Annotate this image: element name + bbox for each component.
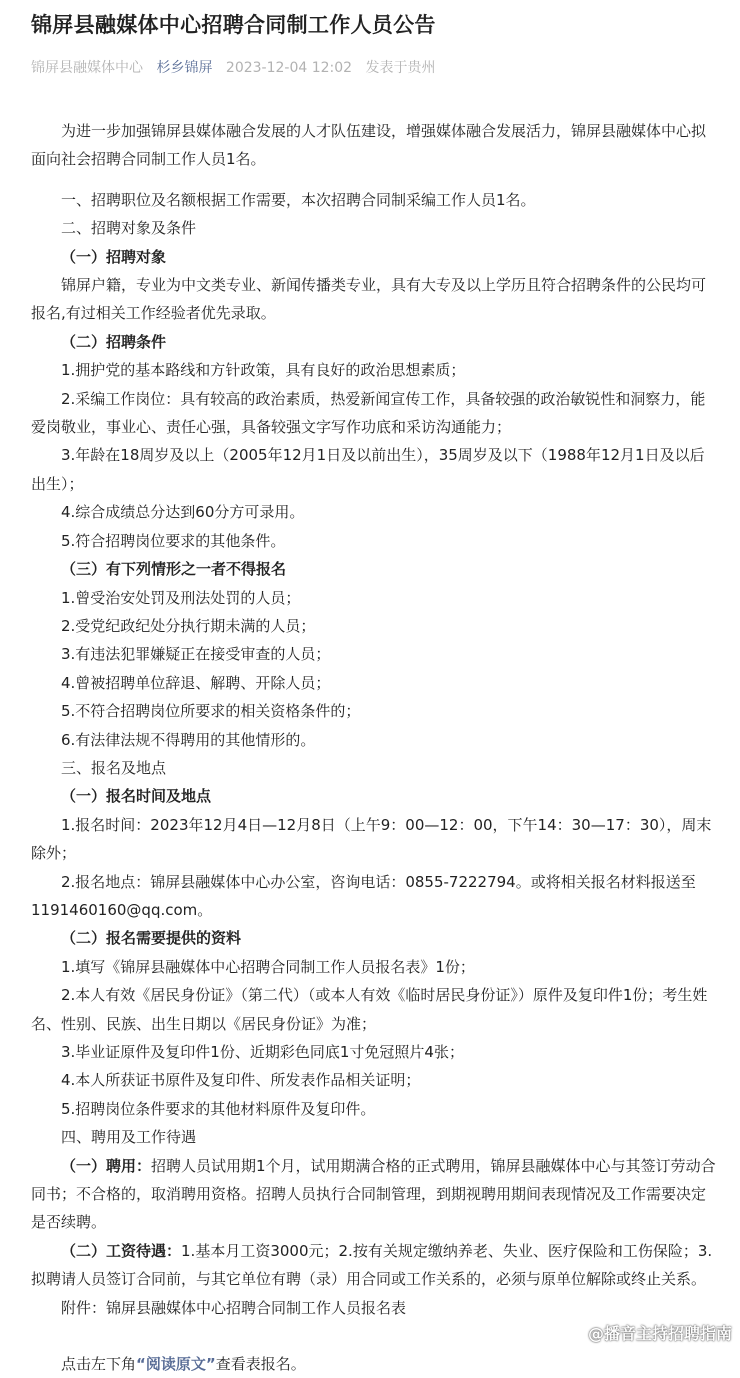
footer-line (31, 1350, 717, 1378)
meta-author-link[interactable]: 杉乡锦屏 (156, 60, 213, 76)
list-item: 6.有法律法规不得聘用的其他情形的。 (61, 730, 316, 749)
section-4-1-heading-text: （一）聘用： (61, 1156, 152, 1175)
list-item: 3.毕业证原件及复印件1份、近期彩色同底1寸免冠照片4张； (61, 1043, 464, 1061)
weibo-icon (567, 1325, 585, 1339)
list-item: 1.报名时间：2023年12月4日—12月8日（上午9：00—12：00，下午14：30—17：30），周末除外； (31, 815, 712, 863)
section-4-heading: 四、聘用及工作待遇 (61, 1128, 197, 1147)
section-2-2-heading (31, 328, 717, 356)
list-item: 3.有违法犯罪嫌疑正在接受审查的人员； (61, 645, 331, 664)
list-item: 5.不符合招聘岗位所要求的相关资格条件的； (61, 702, 361, 721)
section-2-3-heading (31, 555, 717, 583)
paragraph-intro: 为进一步加强锦屏县媒体融合发展的人才队伍建设，增强媒体融合发展活力，锦屏县融媒体中心拟面向社会招聘合同制工作人员1名。 (31, 122, 707, 169)
list-item: 1.拥护党的基本路线和方针政策，具有良好的政治思想素质； (61, 361, 466, 380)
article-meta (31, 57, 445, 77)
section-2-2-heading-text: （二）招聘条件 (61, 332, 167, 351)
list-item: 4.曾被招聘单位辞退、解聘、开除人员； (61, 673, 331, 692)
list-item: 3.年龄在18周岁及以上（2005年12月1日及以前出生），35周岁及以下（1988年12月1日及以后出生）； (31, 446, 705, 493)
section-3-2-heading-text: （二）报名需要提供的资料 (61, 929, 242, 948)
list-item: 5.符合招聘岗位要求的其他条件。 (61, 531, 286, 550)
read-original-link[interactable]: “阅读原文” (136, 1355, 216, 1374)
section-1: 一、招聘职位及名额根据工作需要，本次招聘合同制采编工作人员1名。 (61, 190, 536, 209)
meta-source: 锦屏县融媒体中心 (31, 60, 143, 76)
section-2-1-heading (31, 243, 717, 271)
list-item: 2.报名地点：锦屏县融媒体中心办公室，咨询电话：0855-7222794。或将相关报名材料报送至1191460160@qq.com。 (31, 872, 696, 919)
list-item: 2.本人有效《居民身份证》（第二代）（或本人有效《临时居民身份证》）原件及复印件1份；考生姓名、性别、民族、出生日期以《居民身份证》为准； (31, 986, 708, 1033)
section-3-1-heading (31, 782, 717, 810)
list-item: 4.本人所获证书原件及复印件、所发表作品相关证明； (61, 1071, 421, 1090)
meta-location: 发表于贵州 (365, 60, 436, 76)
section-3-1-heading-text: （一）报名时间及地点 (61, 787, 212, 806)
list-item: 5.招聘岗位条件要求的其他材料原件及复印件。 (61, 1099, 376, 1118)
list-item: 4.综合成绩总分达到60分方可录用。 (61, 503, 305, 522)
section-2-1-text: 锦屏户籍，专业为中文类专业、新闻传播类专业，具有大专及以上学历且符合招聘条件的公民均可报名,有过相关工作经验者优先录取。 (31, 276, 707, 323)
section-4-2 (31, 1237, 717, 1294)
section-2-3-heading-text: （三）有下列情形之一者不得报名 (61, 560, 287, 579)
list-item: 2.受党纪政纪处分执行期未满的人员； (61, 616, 316, 635)
article-title: 锦屏县融媒体中心招聘合同制工作人员公告 (31, 13, 436, 37)
section-3-2-heading (31, 924, 717, 952)
section-3-heading: 三、报名及地点 (61, 758, 167, 777)
footer-pre: 点击左下角 (61, 1355, 137, 1374)
list-item: 1.曾受治安处罚及刑法处罚的人员； (61, 588, 301, 607)
section-2-heading: 二、招聘对象及条件 (61, 219, 197, 238)
list-item: 1.填写《锦屏县融媒体中心招聘合同制工作人员报名表》1份； (61, 957, 475, 976)
section-4-2-text: 1.基本月工资3000元；2.按有关规定缴纳养老、失业、医疗保险和工伤保险；3.拟聘请人员签订合同前，与其它单位有聘（录）用合同或工作关系的，必须与原单位解除或终止关系。 (31, 1241, 713, 1289)
section-4-2-heading-text: （二）工资待遇： (61, 1241, 182, 1260)
article-body (31, 117, 717, 1378)
section-4-1-text: 招聘人员试用期1个月，试用期满合格的正式聘用，锦屏县融媒体中心与其签订劳动合同书；不合格的，取消聘用资格。招聘人员执行合同制管理，到期视聘用期间表现情况及工作需要决定是否续聘。 (31, 1156, 716, 1232)
watermark (567, 1321, 732, 1344)
attachment-line: 附件：锦屏县融媒体中心招聘合同制工作人员报名表 (61, 1298, 407, 1317)
section-2-1-heading-text: （一）招聘对象 (61, 247, 167, 266)
list-item: 2.采编工作岗位：具有较高的政治素质，热爱新闻宣传工作，具备较强的政治敏锐性和洞察力，能爱岗敬业，事业心、责任心强，具备较强文字写作功底和采访沟通能力； (31, 389, 706, 437)
section-4-1 (31, 1152, 717, 1237)
watermark-text: @播音主持招聘指南 (587, 1324, 732, 1343)
meta-datetime: 2023-12-04 12:02 (225, 60, 353, 76)
footer-post: 查看表报名。 (215, 1355, 306, 1374)
